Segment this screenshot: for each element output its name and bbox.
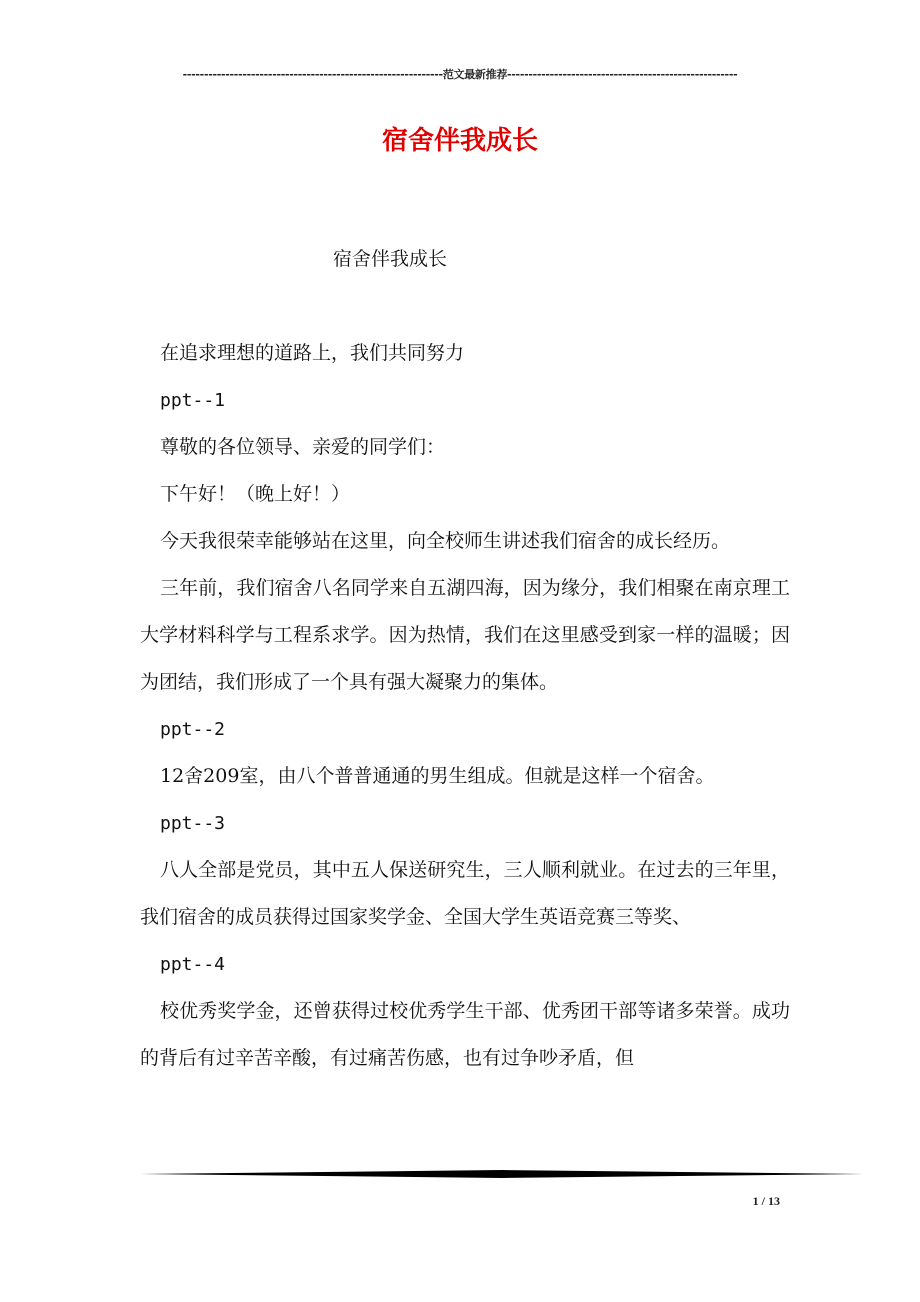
page-header: -------------------------------------------------------------范文最新推荐------------------------------------------------------ (182, 68, 738, 81)
slide-marker: ppt--3 (160, 813, 226, 834)
paragraph: 尊敬的各位领导、亲爱的同学们： (160, 436, 446, 458)
page-number: 1 / 13 (752, 1194, 780, 1208)
paragraph: 八人全部是党员，其中五人保送研究生，三人顺利就业。在过去的三年里，我们宿舍的成员获得过国家奖学金、全国大学生英语竞赛三等奖、 (140, 859, 790, 928)
paragraph: 下午好！（晚上好！） (160, 483, 351, 505)
footer-divider (140, 1170, 864, 1178)
paragraph: 今天我很荣幸能够站在这里，向全校师生讲述我们宿舍的成长经历。 (160, 530, 731, 552)
slide-marker: ppt--4 (160, 954, 226, 975)
document-title: 宿舍伴我成长 (381, 126, 538, 156)
paragraph: 三年前，我们宿舍八名同学来自五湖四海，因为缘分，我们相聚在南京理工大学材料科学与工程系求学。因为热情，我们在这里感受到家一样的温暖；因为团结，我们形成了一个具有强大凝聚力的集体。 (140, 577, 790, 693)
slide-marker: ppt--1 (160, 390, 226, 411)
paragraph: 在追求理想的道路上，我们共同努力 (160, 342, 465, 364)
document-subtitle: 宿舍伴我成长 (333, 248, 448, 270)
paragraph: 校优秀奖学金，还曾获得过校优秀学生干部、优秀团干部等诸多荣誉。成功的背后有过辛苦辛酸，有过痛苦伤感，也有过争吵矛盾，但 (140, 1000, 790, 1069)
document-body (140, 330, 790, 1082)
paragraph: 12舍209室，由八个普普通通的男生组成。但就是这样一个宿舍。 (160, 765, 715, 787)
slide-marker: ppt--2 (160, 719, 226, 740)
